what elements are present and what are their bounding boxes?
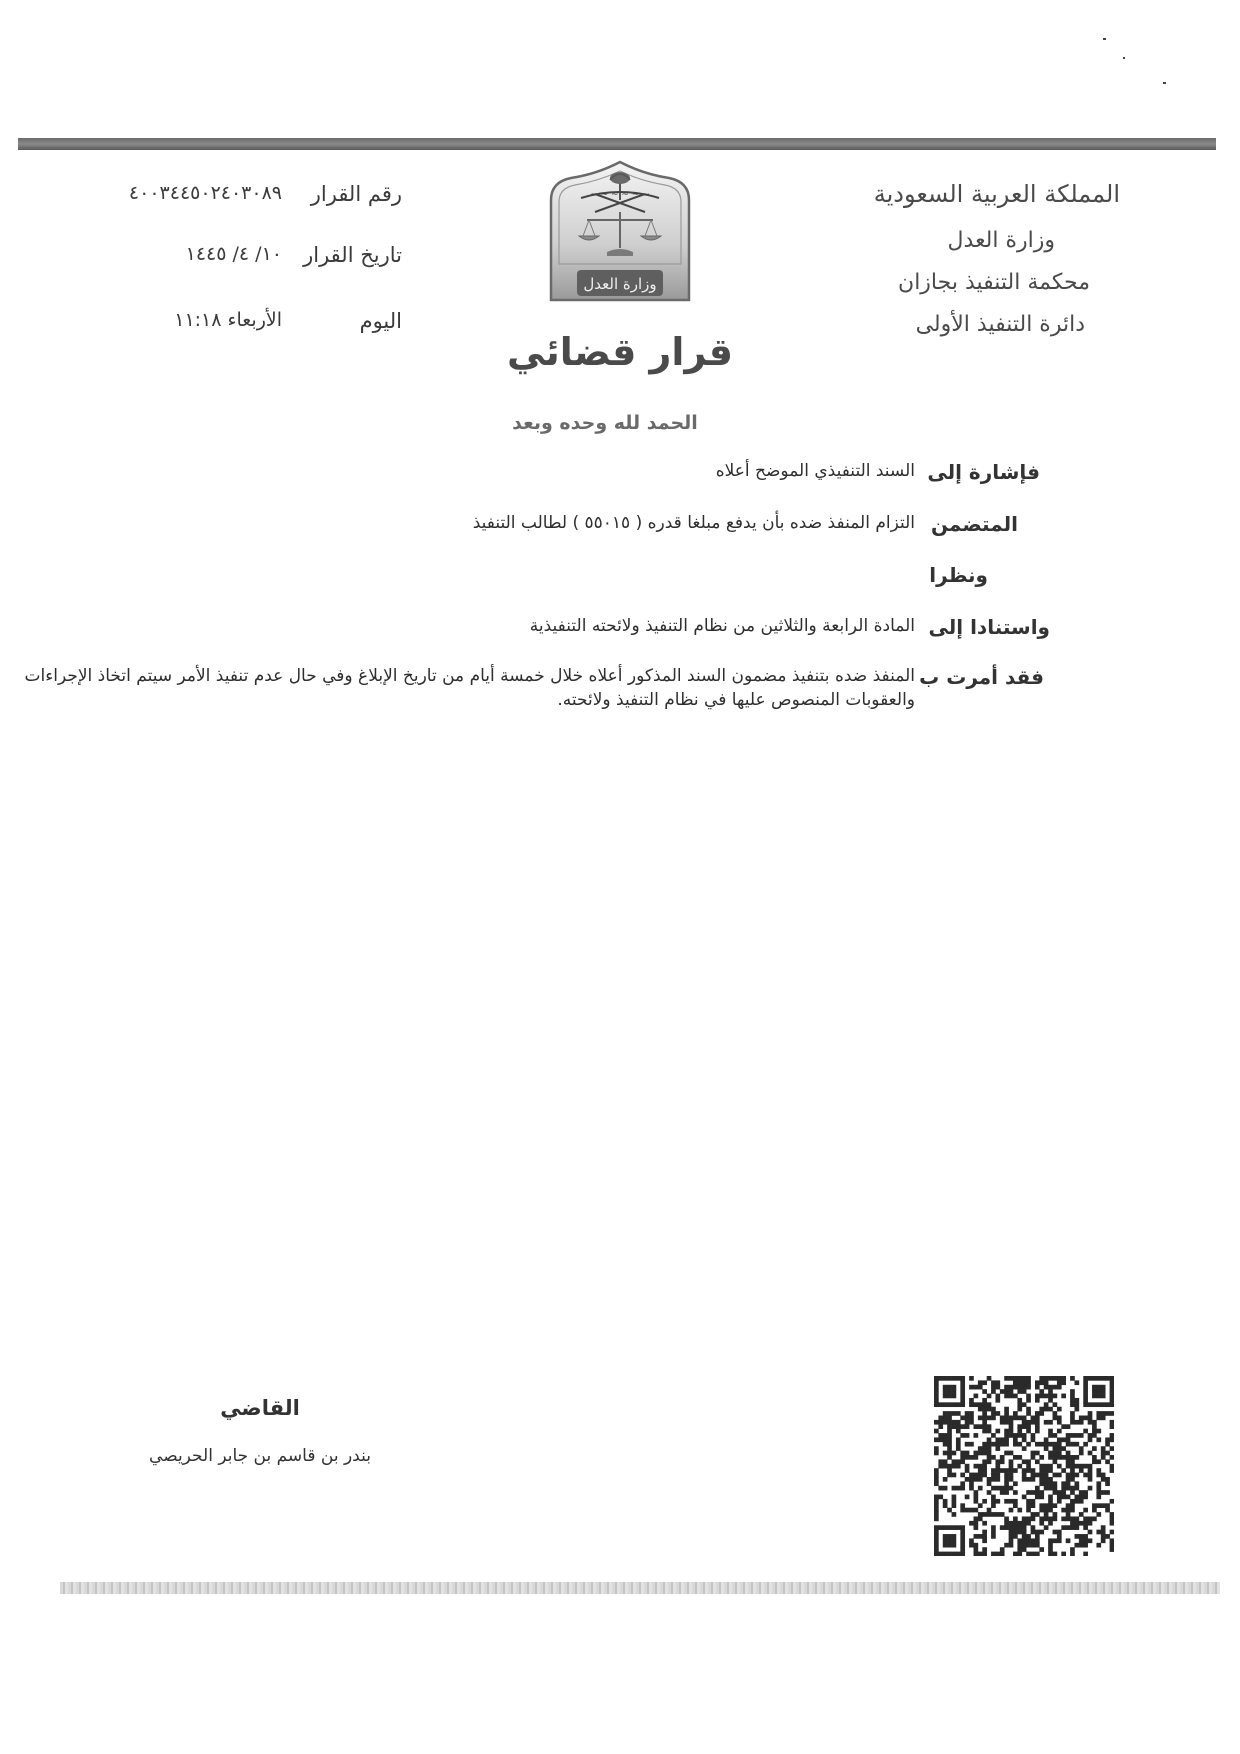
ministry-of-justice-emblem-icon [547, 160, 693, 304]
decision-date-row [102, 243, 402, 273]
decision-number-label: رقم القرار [310, 182, 402, 206]
country-name: المملكة العربية السعودية [873, 180, 1120, 208]
day-value: الأربعاء ١١:١٨ [174, 309, 282, 331]
scan-speck [1123, 57, 1125, 59]
footer-divider-bar [60, 1582, 1220, 1594]
reference-label: فإشارة إلى [927, 460, 1040, 484]
document-title: قرار قضائي [507, 330, 733, 374]
order-text-line-2: والعقوبات المنصوص عليها في نظام التنفيذ ولائحته. [557, 690, 915, 710]
scan-speck [1103, 38, 1106, 40]
judge-name: بندر بن قاسم بن جابر الحريصي [149, 1446, 371, 1466]
ministry-name: وزارة العدل [947, 228, 1055, 253]
circuit-name: دائرة التنفيذ الأولى [915, 312, 1085, 337]
header-divider-bar [18, 138, 1216, 150]
decision-date-value: ١٠/ ٤/ ١٤٤٥ [185, 243, 282, 265]
court-name: محكمة التنفيذ بجازان [898, 270, 1090, 295]
decision-number-value: ٤٠٠٣٤٤٥٠٢٤٠٣٠٨٩ [128, 182, 282, 204]
considering-label: ونظرا [929, 563, 988, 587]
content-label: المتضمن [930, 512, 1018, 536]
svg-text:~ ~ ~ ~ ~ ~: ~ ~ ~ ~ ~ ~ [590, 190, 650, 200]
basis-label: واستنادا إلى [928, 615, 1050, 639]
reference-value: السند التنفيذي الموضح أعلاه [715, 461, 915, 481]
basis-value: المادة الرابعة والثلاثين من نظام التنفيذ ولائحته التنفيذية [529, 616, 915, 636]
order-text-line-1: المنفذ ضده بتنفيذ مضمون السند المذكور أعلاه خلال خمسة أيام من تاريخ الإبلاغ وفي حال عدم تنفيذ الأمر سيتم اتخاذ الإجراءات [24, 666, 915, 686]
content-value: التزام المنفذ ضده بأن يدفع مبلغا قدره ( ٥٥٠١٥ ) لطالب التنفيذ [472, 513, 915, 533]
scan-speck [1163, 82, 1166, 84]
judge-title: القاضي [220, 1396, 300, 1420]
qr-code-icon [934, 1376, 1114, 1556]
emblem-text: وزارة العدل [583, 275, 657, 293]
order-label: فقد أمرت ب [919, 665, 1044, 689]
opening-praise: الحمد لله وحده وبعد [512, 412, 698, 434]
decision-date-label: تاريخ القرار [303, 243, 402, 267]
decision-number-row [102, 182, 402, 212]
day-row [102, 309, 402, 339]
day-label: اليوم [359, 309, 402, 333]
